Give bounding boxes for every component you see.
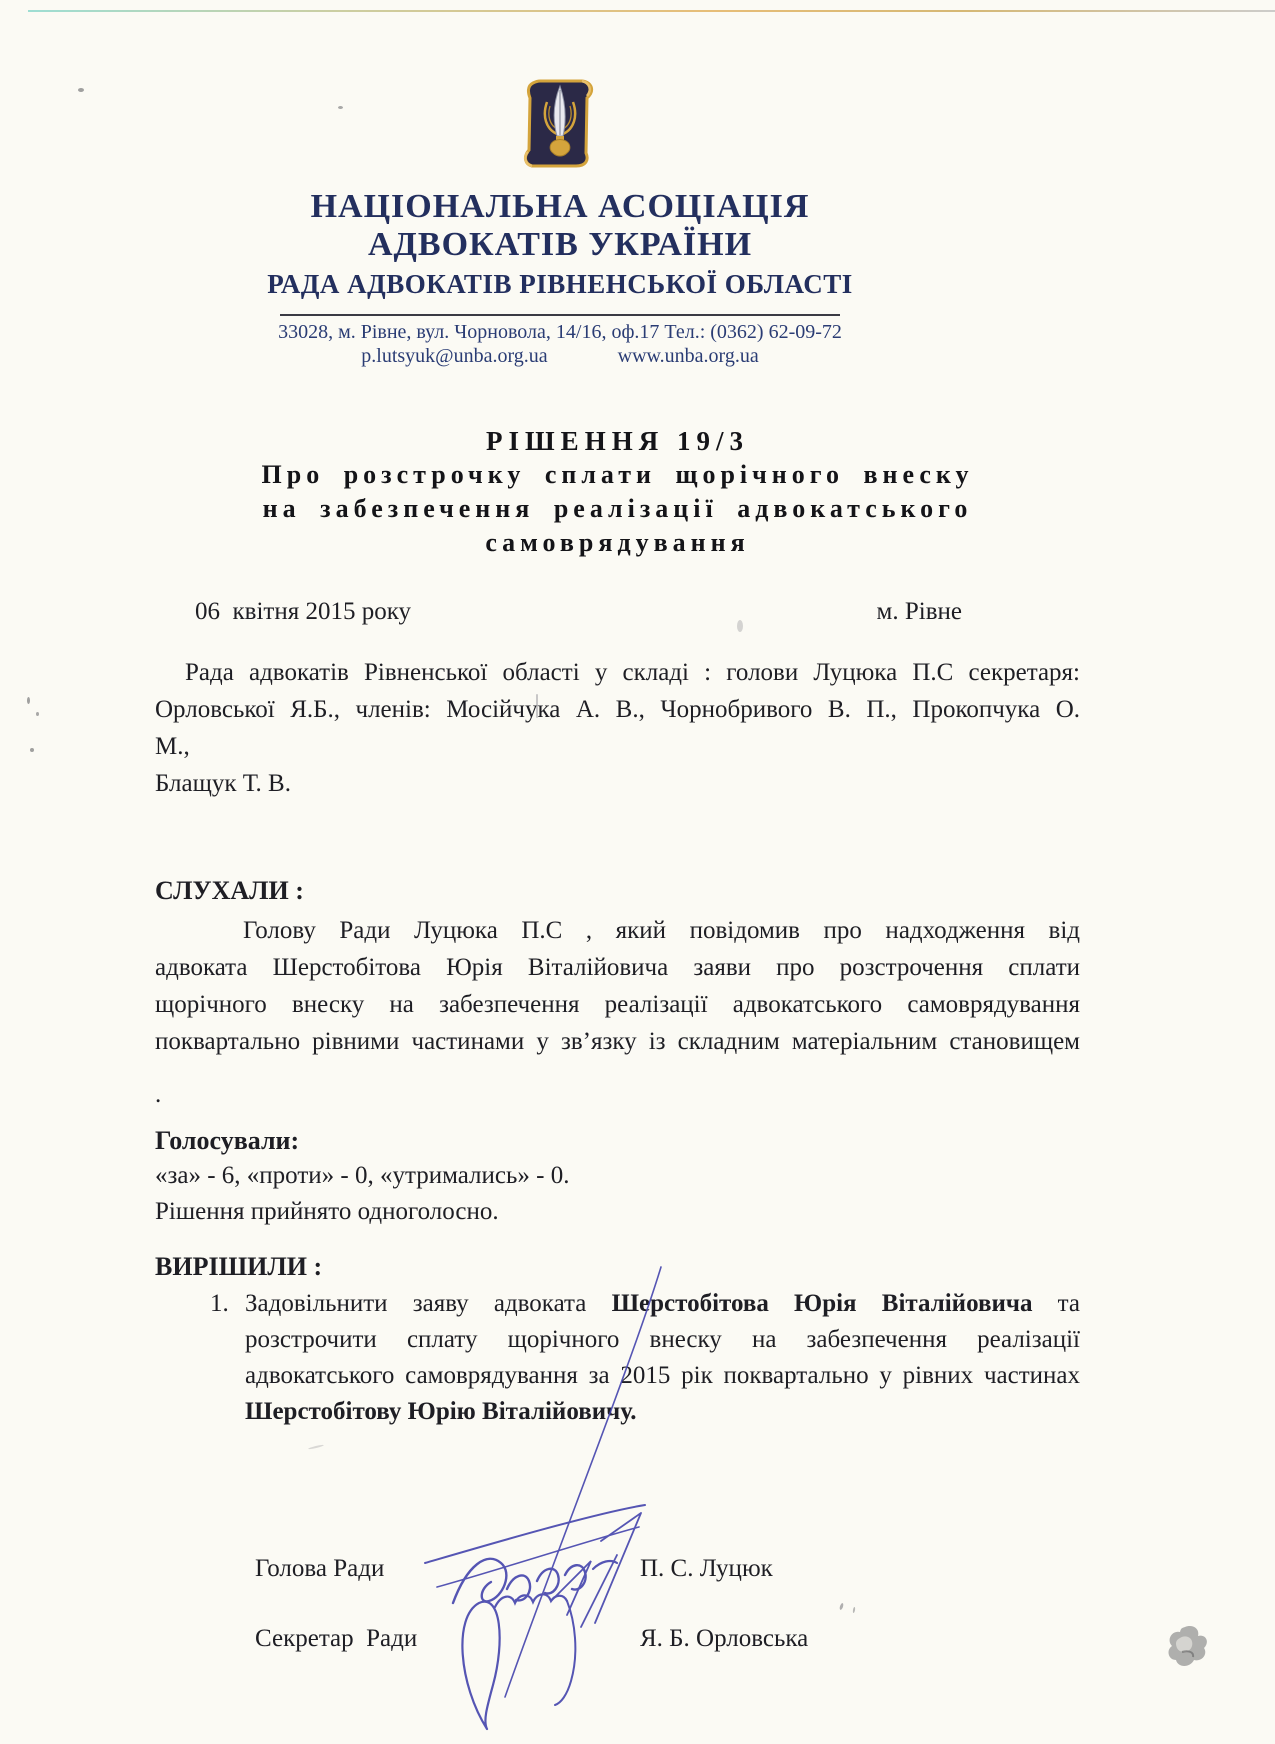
- vote-section-heading: Голосували:: [155, 1126, 300, 1155]
- scan-speck: [338, 106, 343, 109]
- heard-line: адвоката Шерстобітова Юрія Віталійовича заяви про розстрочення сплати: [155, 954, 1080, 981]
- council-composition-line: Блащук Т. В.: [155, 770, 291, 797]
- scan-speck: [36, 712, 39, 716]
- decision-date: 06 квітня 2015 року: [195, 598, 411, 625]
- decision-subtitle-line3: самоврядування: [485, 528, 750, 557]
- head-signature-row: [155, 1552, 1080, 1586]
- item-text: [245, 1286, 1080, 1430]
- stray-period: .: [155, 1081, 162, 1108]
- date-place-row: [155, 596, 1080, 628]
- scan-edge-line: [28, 10, 1275, 12]
- heard-line: щорічного внеску на забезпечення реалізації адвокатського самоврядування: [155, 991, 1080, 1018]
- resolved-line: розстрочити сплату щорічного внеску на забезпечення реалізації: [245, 1326, 1080, 1353]
- council-composition-line: [155, 654, 1080, 691]
- secretary-signature-label: Секретар Ради: [255, 1625, 418, 1652]
- head-signature-name: П. С. Луцюк: [640, 1555, 773, 1582]
- decision-subtitle-line1: Про розстрочку сплати щорічного внеску: [261, 460, 974, 489]
- letterhead-divider: [280, 314, 840, 316]
- org-name-line2: АДВОКАТІВ УКРАЇНИ: [367, 226, 753, 263]
- org-email: p.lutsyuk@unba.org.ua: [361, 345, 548, 367]
- org-name-line1: НАЦІОНАЛЬНА АСОЦІАЦІЯ: [310, 188, 810, 225]
- org-contacts: [155, 344, 965, 368]
- grey-smudge-artifact: [1160, 1622, 1212, 1674]
- heard-line: [155, 912, 1080, 949]
- heard-text: Голову Ради Луцюка П.С , який повідомив про надходження від: [243, 917, 1080, 944]
- org-region-line: РАДА АДВОКАТІВ РІВНЕНСЬКОЇ ОБЛАСТІ: [267, 269, 853, 299]
- org-website: www.unba.org.ua: [617, 345, 759, 367]
- vote-note: Рішення прийнято одноголосно.: [155, 1198, 499, 1225]
- decision-title-block: [155, 424, 1080, 560]
- secretary-signature-name: Я. Б. Орловська: [640, 1625, 809, 1652]
- heard-line: поквартально рівними частинами у зв’язку із складним матеріальним становищем: [155, 1028, 1080, 1055]
- resolved-text: та: [1032, 1290, 1081, 1317]
- org-address: 33028, м. Рівне, вул. Чорновола, 14/16, оф.17 Тел.: (0362) 62-09-72: [278, 321, 842, 343]
- advocate-name-bold: Шерстобітова Юрія Віталійовича: [611, 1290, 1033, 1317]
- resolved-line: [245, 1286, 1080, 1322]
- decision-number-title: РІШЕННЯ 19/3: [486, 426, 749, 456]
- decision-city: м. Рівне: [876, 598, 962, 625]
- scan-speck: [30, 748, 34, 752]
- resolved-text: Задовільнити заяву адвоката: [245, 1290, 612, 1317]
- resolved-item-1: [155, 1286, 1080, 1430]
- resolved-line: [245, 1394, 1080, 1430]
- scan-speck: [27, 697, 30, 704]
- item-number: 1.: [210, 1290, 229, 1317]
- council-composition-line: Орловської Я.Б., членів: Мосійчука А. В., Чорнобривого В. П., Прокопчука О.: [155, 696, 1080, 723]
- scan-speck: [737, 620, 743, 632]
- advocate-name-bold: Шерстобітову Юрію Віталійовичу.: [245, 1398, 637, 1425]
- composition-text: Рада адвокатів Рівненської області у складі : голови Луцюка П.С секретаря:: [185, 659, 1080, 686]
- scan-speck: [78, 88, 84, 92]
- heard-section-heading: СЛУХАЛИ :: [155, 876, 304, 905]
- unba-scroll-quill-emblem-icon: [516, 74, 604, 170]
- document-body: [155, 654, 1080, 1656]
- letterhead: [155, 0, 965, 368]
- council-composition-line: М.,: [155, 733, 190, 760]
- vote-results: «за» - 6, «проти» - 0, «утримались» - 0.: [155, 1162, 570, 1189]
- resolved-section-heading: ВИРІШИЛИ :: [155, 1252, 323, 1281]
- heard-paragraph: [155, 912, 1080, 1110]
- resolved-line: адвокатського самоврядування за 2015 рік поквартально у рівних частинах: [245, 1362, 1080, 1389]
- secretary-signature-row: [155, 1622, 1080, 1656]
- scan-speck: [536, 694, 538, 718]
- decision-subtitle-line2: на забезпечення реалізації адвокатського: [262, 494, 973, 523]
- head-signature-label: Голова Ради: [255, 1555, 385, 1582]
